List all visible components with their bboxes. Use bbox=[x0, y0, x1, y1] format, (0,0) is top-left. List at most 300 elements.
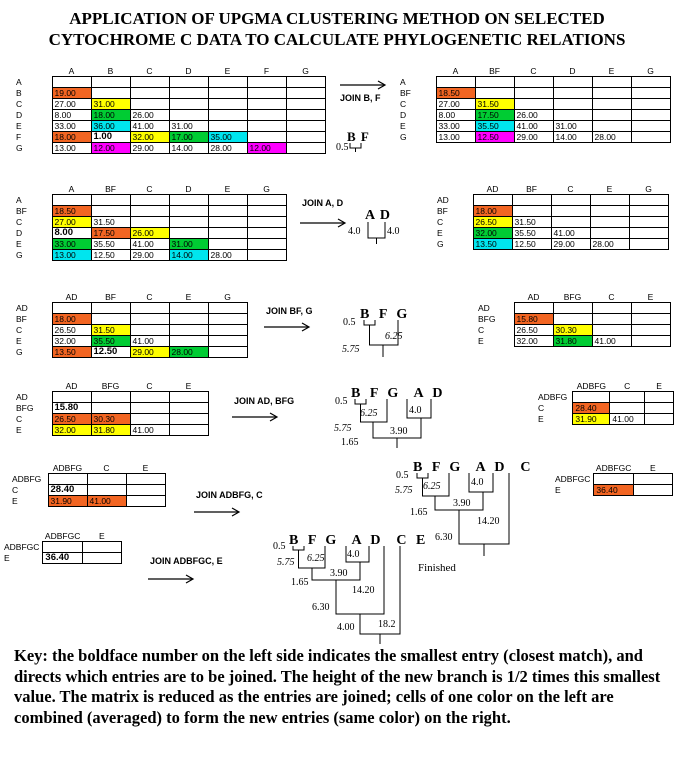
tree-leaves: B F G A D C bbox=[413, 460, 534, 475]
matrix-cell bbox=[551, 206, 590, 217]
matrix-cell bbox=[592, 121, 631, 132]
step-label-join-a-d: JOIN A, D bbox=[302, 198, 344, 208]
tree-height-4: 4.0 bbox=[347, 549, 360, 560]
row-header: C bbox=[538, 403, 545, 413]
matrix-cell bbox=[247, 250, 286, 261]
matrix-cell: 32.00 bbox=[130, 132, 169, 143]
matrix-cell bbox=[130, 314, 169, 325]
tree-height-3: 6.25 bbox=[385, 331, 403, 342]
row-header: D bbox=[16, 110, 23, 120]
matrix-step1-left bbox=[14, 66, 326, 154]
matrix-cell bbox=[247, 110, 286, 121]
matrix-row bbox=[398, 132, 670, 143]
matrix-cell: 41.00 bbox=[87, 496, 126, 507]
matrix-cell: 12.50 bbox=[512, 239, 551, 250]
matrix-cell bbox=[43, 542, 82, 553]
tree-step4 bbox=[335, 384, 445, 464]
matrix-cell bbox=[286, 77, 325, 88]
matrix-cell: 13.50 bbox=[473, 239, 512, 250]
matrix-cell bbox=[551, 217, 590, 228]
column-header: E bbox=[608, 66, 615, 76]
matrix-cell: 13.00 bbox=[52, 250, 91, 261]
matrix-cell bbox=[208, 195, 247, 206]
matrix-cell: 30.30 bbox=[553, 325, 592, 336]
matrix-corner bbox=[398, 66, 436, 77]
tree-height-2: 5.75 bbox=[277, 557, 295, 568]
row-header: E bbox=[12, 496, 18, 506]
row-header: G bbox=[437, 239, 444, 249]
matrix-row bbox=[14, 239, 286, 250]
tree-height-5: 3.90 bbox=[330, 568, 348, 579]
matrix-cell: 28.40 bbox=[573, 403, 610, 414]
matrix-corner bbox=[553, 463, 594, 474]
matrix-cell bbox=[91, 195, 130, 206]
row-header: E bbox=[16, 121, 22, 131]
tree-height-5: 3.90 bbox=[390, 426, 408, 437]
matrix-row bbox=[14, 195, 286, 206]
column-header: E bbox=[99, 531, 105, 541]
matrix-step2-right bbox=[435, 184, 669, 250]
column-header: C bbox=[608, 292, 615, 302]
matrix-cell bbox=[590, 217, 629, 228]
column-header: A bbox=[68, 184, 75, 194]
matrix-cell bbox=[169, 425, 208, 436]
matrix-cell bbox=[208, 88, 247, 99]
matrix-cell bbox=[82, 542, 121, 553]
matrix-cell bbox=[169, 403, 208, 414]
matrix-cell: 28.00 bbox=[592, 132, 631, 143]
matrix-cell: 31.50 bbox=[512, 217, 551, 228]
matrix-cell: 36.00 bbox=[91, 121, 130, 132]
matrix-cell: 12.00 bbox=[247, 143, 286, 154]
step-label-join-b-f: JOIN B, F bbox=[340, 93, 381, 103]
matrix-row bbox=[476, 303, 670, 314]
column-header: AD bbox=[65, 292, 78, 302]
matrix-cell bbox=[208, 228, 247, 239]
tree-leaves: B F G A D bbox=[351, 386, 446, 401]
matrix-row bbox=[14, 88, 325, 99]
column-header: E bbox=[185, 292, 192, 302]
tree-height-1: 0.5 bbox=[396, 470, 409, 481]
matrix-cell: 26.50 bbox=[52, 325, 91, 336]
matrix-cell bbox=[514, 303, 553, 314]
matrix-cell bbox=[592, 99, 631, 110]
row-header: A bbox=[16, 195, 22, 205]
matrix-cell: 36.40 bbox=[43, 553, 82, 564]
matrix-cell: 31.00 bbox=[169, 239, 208, 250]
matrix-cell: 28.00 bbox=[208, 250, 247, 261]
matrix-row bbox=[10, 496, 165, 507]
matrix-row bbox=[398, 77, 670, 88]
matrix-cell: 33.00 bbox=[436, 121, 475, 132]
tree-height-5: 3.90 bbox=[453, 498, 471, 509]
matrix-cell: 32.00 bbox=[473, 228, 512, 239]
matrix-cell bbox=[208, 99, 247, 110]
column-header: C bbox=[146, 184, 153, 194]
matrix-cell bbox=[126, 474, 165, 485]
matrix-cell bbox=[130, 303, 169, 314]
row-header: BFG bbox=[478, 314, 496, 324]
matrix-cell: 27.00 bbox=[436, 99, 475, 110]
matrix-row bbox=[2, 553, 121, 564]
matrix-cell bbox=[52, 392, 91, 403]
matrix-row bbox=[14, 314, 247, 325]
matrix-cell bbox=[514, 88, 553, 99]
row-header: E bbox=[555, 485, 561, 495]
matrix-cell bbox=[169, 99, 208, 110]
matrix-cell bbox=[169, 77, 208, 88]
tree-height-1: 0.5 bbox=[273, 541, 286, 552]
step-label-join-bf-g: JOIN BF, G bbox=[266, 306, 313, 316]
matrix-cell bbox=[286, 88, 325, 99]
matrix-cell: 29.00 bbox=[130, 143, 169, 154]
matrix-corner bbox=[14, 66, 52, 77]
matrix-cell: 41.00 bbox=[592, 336, 631, 347]
matrix-cell bbox=[473, 195, 512, 206]
matrix-cell: 26.00 bbox=[514, 110, 553, 121]
matrix-cell: 17.50 bbox=[91, 228, 130, 239]
matrix-row bbox=[14, 414, 208, 425]
tree-leaves: B F G bbox=[360, 307, 411, 322]
tree-leaves: B F bbox=[347, 129, 370, 144]
column-header: E bbox=[606, 184, 613, 194]
column-header: AD bbox=[527, 292, 540, 302]
matrix-cell bbox=[91, 88, 130, 99]
matrix-cell: 35.50 bbox=[91, 239, 130, 250]
matrix-cell: 26.50 bbox=[473, 217, 512, 228]
column-header: C bbox=[146, 381, 153, 391]
matrix-cell bbox=[629, 206, 668, 217]
matrix-cell: 29.00 bbox=[130, 250, 169, 261]
matrix-cell bbox=[629, 217, 668, 228]
column-header: AD bbox=[65, 381, 78, 391]
matrix-row bbox=[398, 99, 670, 110]
matrix-cell bbox=[514, 77, 553, 88]
matrix-cell bbox=[553, 77, 592, 88]
matrix-cell bbox=[512, 206, 551, 217]
matrix-cell: 27.00 bbox=[52, 99, 91, 110]
matrix-cell bbox=[208, 121, 247, 132]
matrix-cell bbox=[592, 303, 631, 314]
matrix-cell bbox=[208, 314, 247, 325]
row-header: B bbox=[16, 88, 22, 98]
matrix-cell: 31.80 bbox=[91, 425, 130, 436]
row-header: E bbox=[538, 414, 544, 424]
matrix-cell bbox=[169, 217, 208, 228]
arrow-icon bbox=[148, 574, 196, 584]
matrix-corner bbox=[10, 463, 48, 474]
matrix-cell: 33.00 bbox=[52, 121, 91, 132]
matrix-cell bbox=[208, 206, 247, 217]
column-header: G bbox=[263, 184, 270, 194]
row-header: E bbox=[16, 425, 22, 435]
column-header: ADBFGC bbox=[44, 531, 81, 541]
matrix-row bbox=[553, 485, 672, 496]
matrix-cell bbox=[208, 336, 247, 347]
matrix-row bbox=[14, 132, 325, 143]
matrix-corner bbox=[476, 292, 514, 303]
matrix-cell: 31.00 bbox=[91, 99, 130, 110]
matrix-cell: 8.00 bbox=[52, 110, 91, 121]
matrix-step2-left bbox=[14, 184, 287, 261]
matrix-row bbox=[2, 542, 121, 553]
column-header: B bbox=[107, 66, 114, 76]
matrix-row bbox=[14, 303, 247, 314]
row-header: E bbox=[4, 553, 10, 563]
matrix-cell bbox=[633, 485, 672, 496]
matrix-row bbox=[14, 143, 325, 154]
row-header: A bbox=[400, 77, 406, 87]
tree-leaves: B F G A D C E bbox=[289, 533, 429, 548]
matrix-cell: 12.50 bbox=[91, 347, 130, 358]
tree-height-3: 6.25 bbox=[423, 481, 441, 492]
matrix-cell: 32.00 bbox=[52, 425, 91, 436]
matrix-cell bbox=[208, 325, 247, 336]
matrix-cell bbox=[247, 217, 286, 228]
matrix-cell bbox=[645, 403, 674, 414]
tree-height-6: 1.65 bbox=[341, 437, 359, 448]
matrix-cell: 32.00 bbox=[514, 336, 553, 347]
matrix-cell bbox=[592, 110, 631, 121]
matrix-cell bbox=[594, 474, 633, 485]
column-header: E bbox=[650, 463, 656, 473]
matrix-cell: 18.00 bbox=[473, 206, 512, 217]
matrix-cell: 41.00 bbox=[130, 239, 169, 250]
matrix-corner bbox=[14, 184, 52, 195]
tree-step6 bbox=[272, 528, 429, 648]
column-header: A bbox=[68, 66, 75, 76]
tree-height-left: 4.0 bbox=[348, 226, 361, 237]
matrix-cell bbox=[629, 228, 668, 239]
row-header: E bbox=[16, 336, 22, 346]
column-header: BF bbox=[526, 184, 537, 194]
matrix-cell: 18.50 bbox=[436, 88, 475, 99]
row-header: E bbox=[437, 228, 443, 238]
matrix-cell bbox=[52, 303, 91, 314]
column-header: G bbox=[647, 66, 654, 76]
tree-height-1: 0.5 bbox=[343, 317, 356, 328]
tree-step2 bbox=[348, 204, 418, 254]
matrix-cell bbox=[91, 303, 130, 314]
column-header: ADBFGC bbox=[595, 463, 632, 473]
matrix-cell bbox=[91, 392, 130, 403]
matrix-cell bbox=[631, 325, 670, 336]
matrix-cell bbox=[130, 414, 169, 425]
step-label-join-adbfg-c: JOIN ADBFG, C bbox=[196, 490, 263, 500]
column-header: E bbox=[224, 184, 231, 194]
matrix-cell bbox=[247, 206, 286, 217]
matrix-cell bbox=[631, 110, 670, 121]
matrix-cell: 8.00 bbox=[436, 110, 475, 121]
matrix-cell bbox=[631, 314, 670, 325]
matrix-cell: 41.00 bbox=[514, 121, 553, 132]
tree-step1 bbox=[336, 130, 396, 170]
matrix-cell bbox=[512, 195, 551, 206]
matrix-row bbox=[14, 425, 208, 436]
matrix-step6-left bbox=[2, 531, 122, 564]
matrix-cell bbox=[208, 217, 247, 228]
matrix-cell: 29.00 bbox=[551, 239, 590, 250]
matrix-cell bbox=[52, 195, 91, 206]
matrix-cell: 28.40 bbox=[48, 485, 87, 496]
row-header: AD bbox=[478, 303, 490, 313]
matrix-row bbox=[10, 485, 165, 496]
matrix-row bbox=[476, 336, 670, 347]
tree-height-2: 5.75 bbox=[342, 344, 360, 355]
row-header: BF bbox=[16, 314, 27, 324]
tree-height-3: 6.25 bbox=[360, 408, 378, 419]
row-header: BF bbox=[16, 206, 27, 216]
row-header: G bbox=[16, 143, 23, 153]
matrix-cell bbox=[631, 303, 670, 314]
matrix-cell bbox=[169, 88, 208, 99]
column-header: ADBFG bbox=[576, 381, 607, 391]
matrix-step5-left bbox=[10, 463, 166, 507]
matrix-row bbox=[10, 474, 165, 485]
matrix-cell: 14.00 bbox=[169, 143, 208, 154]
matrix-cell bbox=[475, 88, 514, 99]
matrix-cell bbox=[91, 314, 130, 325]
tree-height-7: 14.20 bbox=[477, 516, 500, 527]
matrix-cell bbox=[130, 392, 169, 403]
matrix-cell: 31.00 bbox=[553, 121, 592, 132]
arrow-icon bbox=[300, 218, 348, 228]
tree-leaves: A D bbox=[365, 208, 391, 223]
title-line-2: CYTOCHROME C DATA TO CALCULATE PHYLOGENETIC RELATIONS bbox=[48, 30, 626, 49]
row-header: F bbox=[16, 132, 22, 142]
row-header: BFG bbox=[16, 403, 34, 413]
column-header: AD bbox=[486, 184, 499, 194]
matrix-cell: 35.00 bbox=[208, 132, 247, 143]
matrix-cell bbox=[130, 403, 169, 414]
matrix-cell bbox=[169, 336, 208, 347]
matrix-row bbox=[14, 325, 247, 336]
column-header: F bbox=[263, 66, 270, 76]
column-header: BF bbox=[105, 292, 116, 302]
tree-height-7: 14.20 bbox=[352, 585, 375, 596]
matrix-cell bbox=[247, 195, 286, 206]
matrix-cell bbox=[247, 239, 286, 250]
matrix-cell bbox=[126, 485, 165, 496]
column-header: A bbox=[452, 66, 459, 76]
matrix-cell: 41.00 bbox=[130, 121, 169, 132]
matrix-cell bbox=[247, 121, 286, 132]
matrix-row bbox=[398, 121, 670, 132]
column-header: C bbox=[146, 66, 153, 76]
matrix-row bbox=[398, 110, 670, 121]
matrix-row bbox=[435, 239, 668, 250]
matrix-row bbox=[14, 403, 208, 414]
matrix-cell bbox=[91, 206, 130, 217]
matrix-cell bbox=[169, 303, 208, 314]
matrix-cell: 12.50 bbox=[475, 132, 514, 143]
row-header: C bbox=[16, 99, 23, 109]
matrix-corner bbox=[14, 292, 52, 303]
matrix-cell bbox=[553, 99, 592, 110]
row-header: AD bbox=[16, 392, 28, 402]
matrix-cell: 18.00 bbox=[91, 110, 130, 121]
column-header: C bbox=[146, 292, 153, 302]
matrix-cell: 31.50 bbox=[91, 325, 130, 336]
matrix-cell bbox=[436, 77, 475, 88]
tree-height-6: 1.65 bbox=[291, 577, 309, 588]
row-header: C bbox=[400, 99, 407, 109]
matrix-cell bbox=[286, 132, 325, 143]
row-header: G bbox=[16, 347, 23, 357]
matrix-row bbox=[14, 392, 208, 403]
matrix-cell: 41.00 bbox=[551, 228, 590, 239]
tree-height-6: 1.65 bbox=[410, 507, 428, 518]
matrix-cell: 17.00 bbox=[169, 132, 208, 143]
matrix-corner bbox=[435, 184, 473, 195]
matrix-cell: 14.00 bbox=[169, 250, 208, 261]
matrix-cell: 31.90 bbox=[573, 414, 610, 425]
matrix-cell bbox=[87, 474, 126, 485]
matrix-row bbox=[14, 217, 286, 228]
column-header: D bbox=[185, 66, 192, 76]
tree-height-8: 6.30 bbox=[435, 532, 453, 543]
tree-height-3: 6.25 bbox=[307, 553, 325, 564]
column-header: E bbox=[224, 66, 231, 76]
tree-height-2: 5.75 bbox=[395, 485, 413, 496]
column-header: G bbox=[302, 66, 309, 76]
matrix-cell: 15.80 bbox=[514, 314, 553, 325]
matrix-cell bbox=[592, 325, 631, 336]
matrix-cell bbox=[208, 303, 247, 314]
matrix-cell: 41.00 bbox=[130, 336, 169, 347]
matrix-cell bbox=[629, 195, 668, 206]
column-header: C bbox=[567, 184, 574, 194]
matrix-cell bbox=[286, 99, 325, 110]
row-header: C bbox=[12, 485, 19, 495]
matrix-cell bbox=[645, 392, 674, 403]
matrix-cell bbox=[573, 392, 610, 403]
matrix-cell: 1.00 bbox=[91, 132, 130, 143]
matrix-cell bbox=[130, 206, 169, 217]
matrix-cell bbox=[592, 314, 631, 325]
matrix-cell: 13.00 bbox=[52, 143, 91, 154]
column-header: BF bbox=[105, 184, 116, 194]
matrix-cell bbox=[629, 239, 668, 250]
row-header: C bbox=[16, 414, 23, 424]
tree-height-2: 5.75 bbox=[334, 423, 352, 434]
matrix-row bbox=[14, 110, 325, 121]
matrix-cell bbox=[52, 77, 91, 88]
row-header: E bbox=[400, 121, 406, 131]
matrix-cell bbox=[87, 485, 126, 496]
matrix-cell bbox=[553, 88, 592, 99]
row-header: G bbox=[400, 132, 407, 142]
matrix-cell: 36.40 bbox=[594, 485, 633, 496]
column-header: C bbox=[103, 463, 110, 473]
column-header: E bbox=[647, 292, 654, 302]
matrix-cell: 28.00 bbox=[590, 239, 629, 250]
column-header: E bbox=[656, 381, 662, 391]
matrix-cell: 15.80 bbox=[52, 403, 91, 414]
matrix-row bbox=[14, 250, 286, 261]
matrix-cell: 26.50 bbox=[52, 414, 91, 425]
matrix-cell: 41.00 bbox=[610, 414, 645, 425]
matrix-cell: 18.50 bbox=[52, 206, 91, 217]
row-header: BF bbox=[437, 206, 448, 216]
column-header: E bbox=[185, 381, 192, 391]
tree-height-1: 0.5 bbox=[335, 396, 348, 407]
tree-height-10: 18.2 bbox=[378, 619, 396, 630]
row-header: C bbox=[16, 217, 23, 227]
matrix-cell: 12.50 bbox=[91, 250, 130, 261]
matrix-cell bbox=[286, 121, 325, 132]
matrix-cell bbox=[169, 206, 208, 217]
